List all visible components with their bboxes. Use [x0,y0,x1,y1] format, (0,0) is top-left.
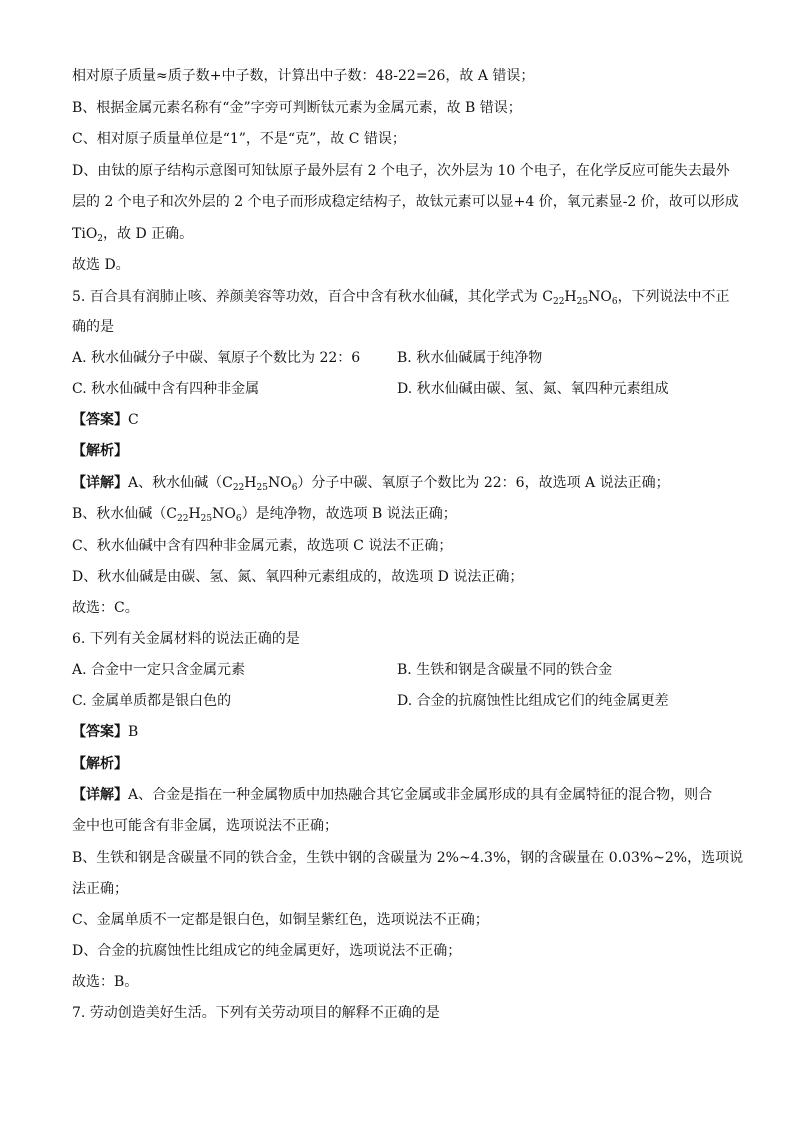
q4-text-line: C、相对原子质量单位是“1”，不是“克”，故 C 错误； [72,131,406,147]
q5-option-c: C. 秋水仙碱中含有四种非金属 [72,381,260,397]
q5-option-a: A. 秋水仙碱分子中碳、氧原子个数比为 22：6 [72,350,361,366]
formula-subscript: 6 [611,297,618,307]
q4-text-line: B、根据金属元素名称有“金”字旁可判断钛元素为金属元素，故 B 错误； [72,100,522,116]
detail-tag: 【详解】 [72,787,128,803]
q7-stem: 7. 劳动创造美好生活。下列有关劳动项目的解释不正确的是 [72,1005,440,1021]
formula-subscript: 6 [235,514,242,524]
q4-text-line: 相对原子质量≈质子数+中子数，计算出中子数：48-22=26，故 A 错误； [72,68,535,84]
q6-detail-2: B、生铁和钢是含碳量不同的铁合金，生铁中钢的含碳量为 2%~4.3%，钢的含碳量在 0.03%~2%，选项说 [72,850,744,866]
detail-text: ）分子中碳、氧原子个数比为 22：6，故选项 A 说法正确； [297,475,670,491]
formula-text: TiO [72,226,98,242]
formula-subscript: 22 [232,483,245,493]
answer-tag: 【答案】 [72,724,128,740]
detail-text: B、秋水仙碱（C [72,506,177,522]
q4-conclusion: 故选 D。 [72,257,130,273]
q6-detail-1-cont: 金中也可能含有非金属，选项说法不正确； [72,818,338,834]
detail-text: A、秋水仙碱（C [128,475,233,491]
q5-analysis-tag [72,442,732,460]
q6-detail-3: C、金属单质不一定都是银白色，如铜呈紫红色，选项说法不正确； [72,912,489,928]
q4-text-line: D、由钛的原子结构示意图可知钛原子最外层有 2 个电子，次外层为 10 个电子，在化学反应可能失去最外 [72,163,730,179]
formula-subscript: 6 [291,483,298,493]
formula-text: NO [267,475,292,491]
q5-detail-3: C、秋水仙碱中含有四种非金属元素，故选项 C 说法不正确； [72,538,453,554]
formula-subscript: 22 [552,297,565,307]
formula-subscript: 25 [256,483,268,493]
detail-text: A、合金是指在一种金属物质中加热融合其它金属或非金属形成的具有金属特征的混合物，则合 [128,787,713,803]
analysis-tag: 【解析】 [72,756,128,772]
formula-text: H [244,475,257,491]
q5-option-d: D. 秋水仙碱由碳、氢、氮、氧四种元素组成 [397,381,669,397]
q6-stem: 6. 下列有关金属材料的说法正确的是 [72,631,300,647]
q5-stem-text: ，下列说法中不正 [617,289,730,305]
q6-answer [72,723,732,741]
q5-stem-text: 5. 百合具有润肺止咳、养颜美容等功效，百合中含有秋水仙碱，其化学式为 C [72,289,553,305]
q4-text: ，故 D 正确。 [103,226,194,242]
q5-answer [72,411,732,429]
detail-tag: 【详解】 [72,475,128,491]
formula-text: NO [588,289,612,305]
q5-detail-4: D、秋水仙碱是由碳、氢、氮、氧四种元素组成的，故选项 D 说法正确； [72,569,524,585]
q5-option-b: B. 秋水仙碱属于纯净物 [397,350,543,366]
q6-detail-1 [72,786,732,804]
q6-conclusion: 故选：B。 [72,974,139,990]
q6-option-a: A. 合金中一定只含金属元素 [72,662,246,678]
q6-detail-4: D、合金的抗腐蚀性比组成它的纯金属更好，选项说法不正确； [72,943,462,959]
q6-detail-2-cont: 法正确； [72,881,128,897]
q4-text-line [72,225,732,243]
q6-option-c: C. 金属单质都是银白色的 [72,693,232,709]
q5-conclusion: 故选：C。 [72,600,139,616]
detail-text: ）是纯净物，故选项 B 说法正确； [241,506,457,522]
q5-stem-cont: 确的是 [72,319,114,335]
q5-detail-1 [72,474,732,492]
q6-option-d: D. 合金的抗腐蚀性比组成它们的纯金属更差 [397,693,669,709]
answer-tag: 【答案】 [72,412,128,428]
formula-subscript: 25 [200,514,213,524]
q6-option-b: B. 生铁和钢是含碳量不同的铁合金 [397,662,613,678]
formula-text: NO [212,506,236,522]
formula-subscript: 25 [576,297,589,307]
q5-stem [72,288,732,306]
q4-text-line: 层的 2 个电子和次外层的 2 个电子而形成稳定结构子，故钛元素可以显+4 价，氧元素显-2 价，故可以形成 [72,194,739,210]
q5-detail-2 [72,505,732,523]
analysis-tag: 【解析】 [72,443,128,459]
answer-value: B [128,724,139,740]
formula-text: H [188,506,201,522]
q6-analysis-tag [72,755,732,773]
answer-value: C [128,412,139,428]
formula-text: H [564,289,577,305]
formula-subscript: 2 [97,234,104,244]
formula-subscript: 22 [177,514,189,524]
